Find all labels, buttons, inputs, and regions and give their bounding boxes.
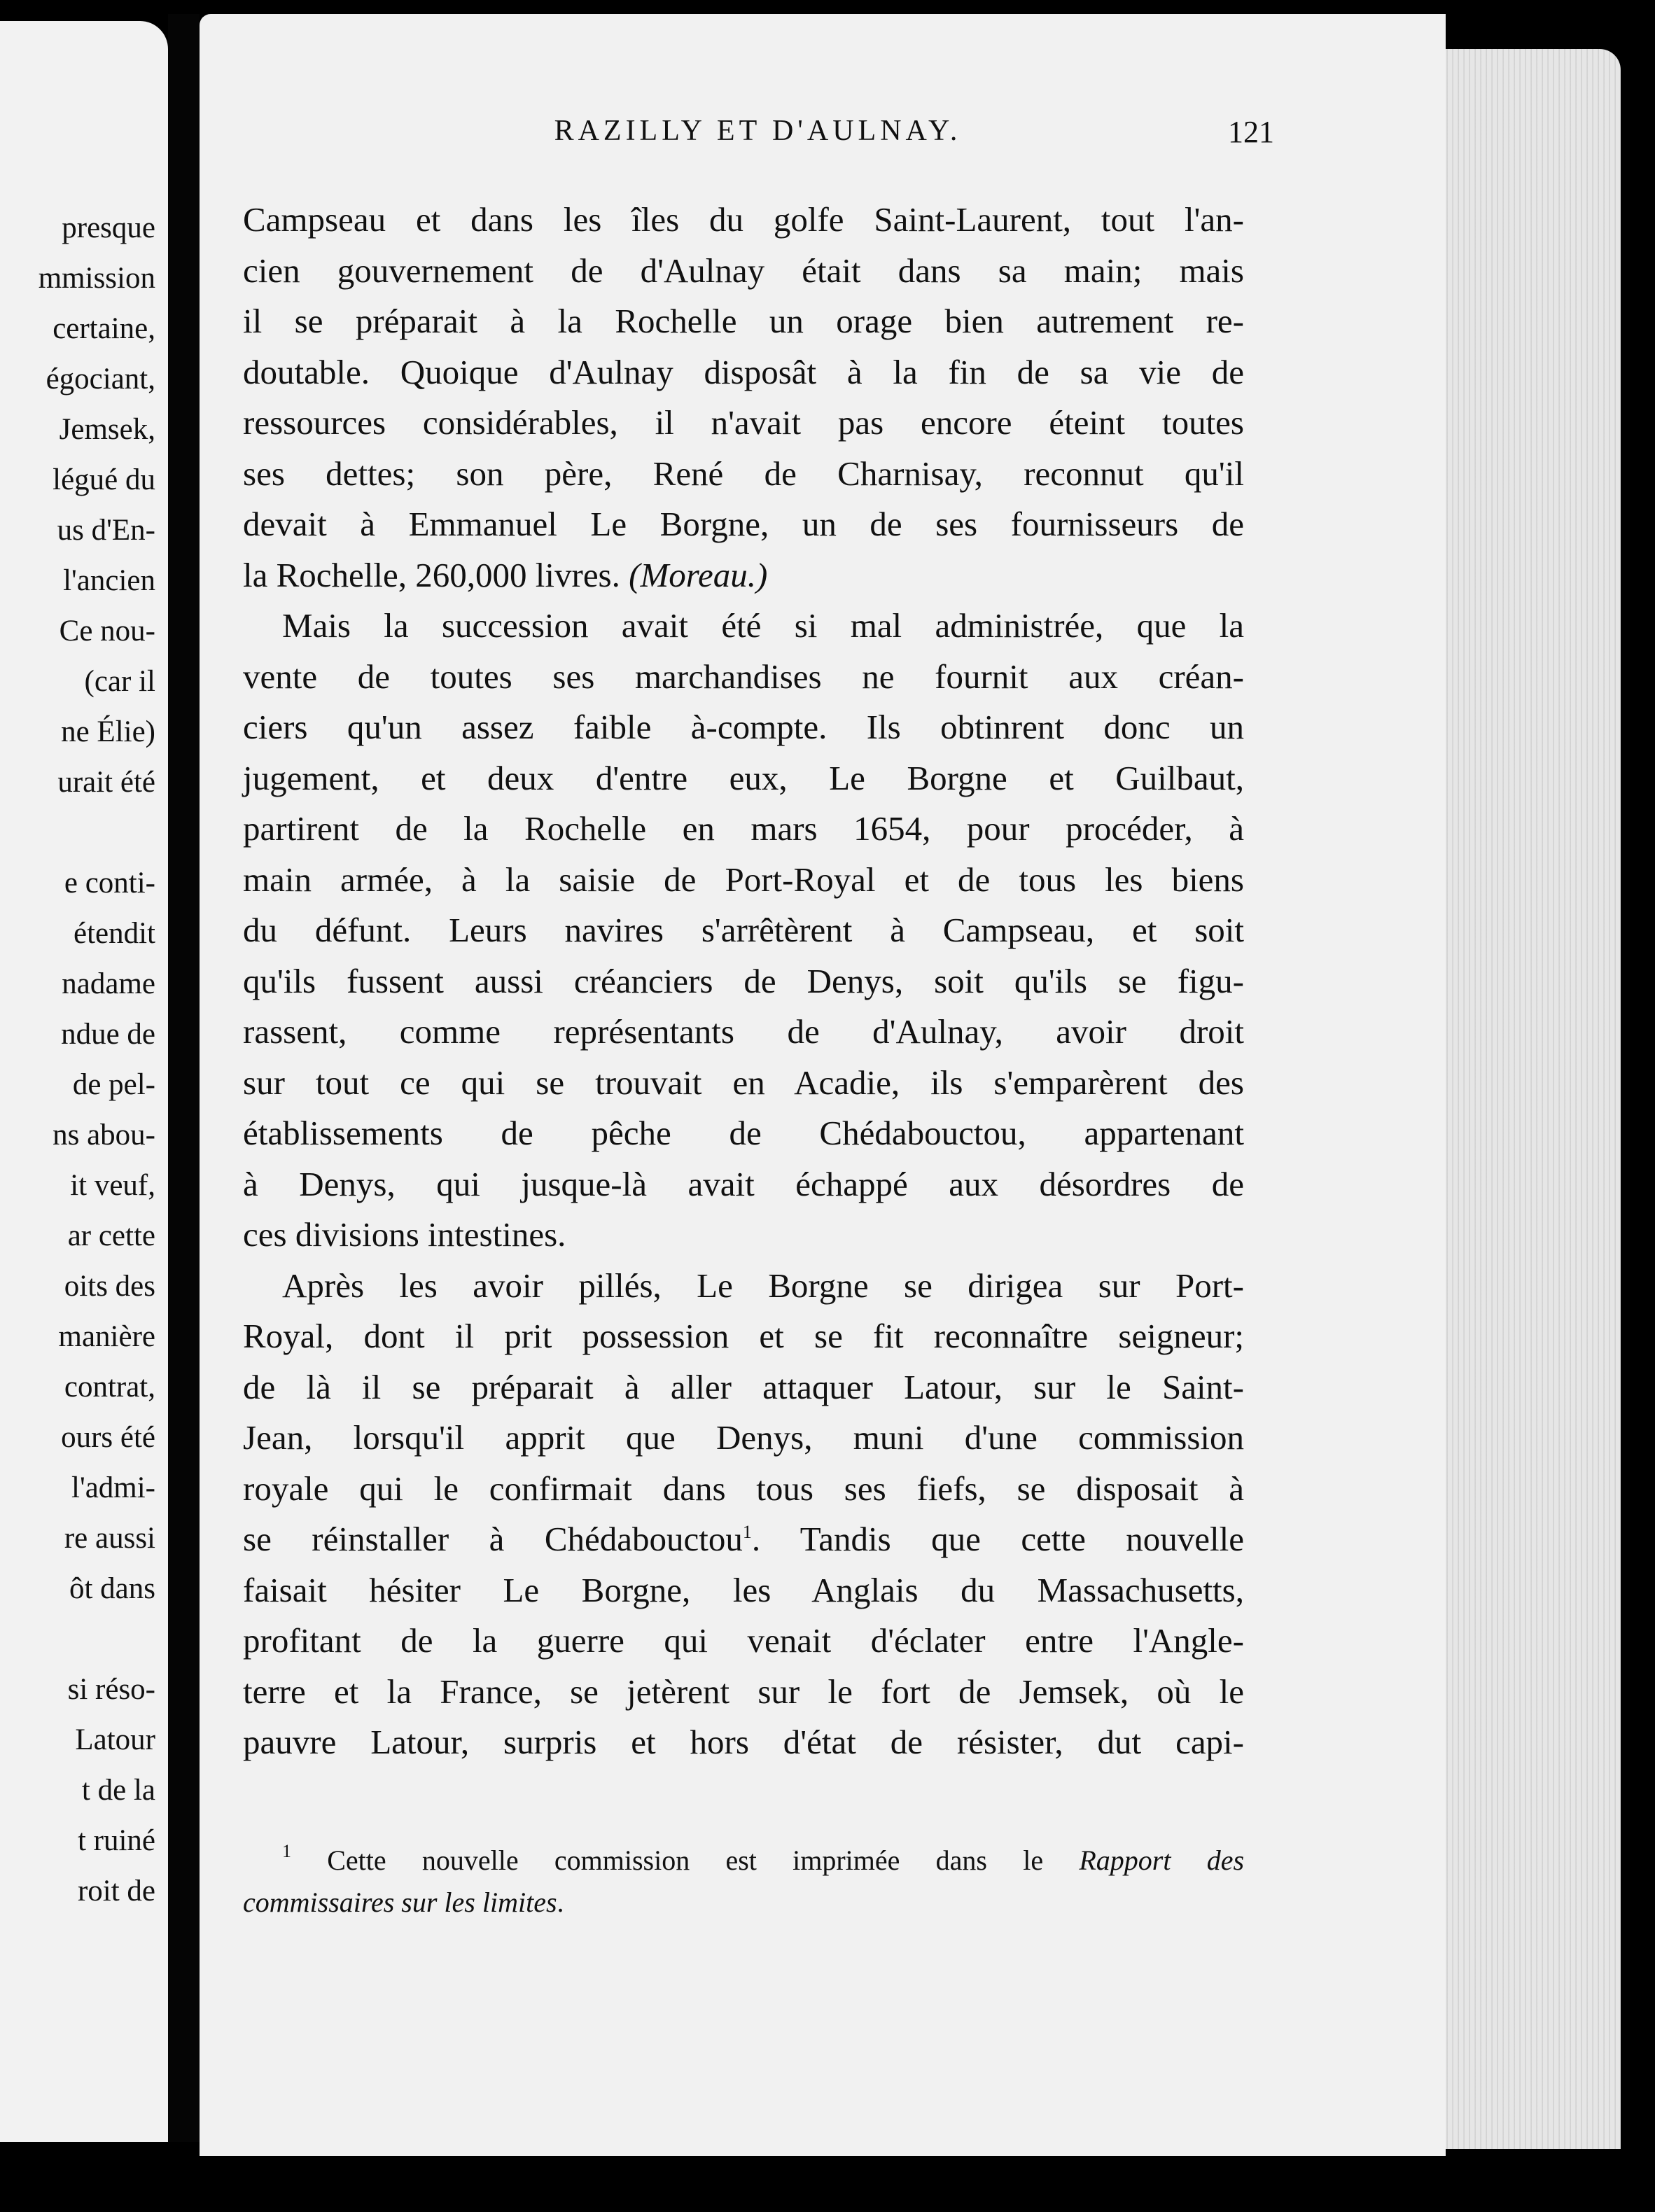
footnote-italic: Rapport des (1079, 1844, 1245, 1876)
italic-citation: (Moreau.) (629, 555, 768, 594)
body-text (243, 195, 1244, 1768)
text-line: doutable. Quoique d'Aulnay disposât à la fin de sa vie de (243, 352, 1244, 391)
text-line: il se préparait à la Rochelle un orage bien autrement re- (243, 302, 1244, 340)
left-page-line: légué du (53, 463, 155, 496)
footnote (243, 1840, 1244, 1924)
paragraph (243, 195, 1244, 601)
left-page-line: e conti- (64, 867, 155, 899)
text-line: partirent de la Rochelle en mars 1654, pour procéder, à (243, 809, 1244, 848)
left-page-text (0, 203, 155, 1917)
left-page-line: si réso- (67, 1673, 155, 1706)
text-line: vente de toutes ses marchandises ne fournit aux créan- (243, 657, 1244, 696)
text-line: pauvre Latour, surpris et hors d'état de résister, dut capi- (243, 1723, 1244, 1761)
left-page-line: t de la (81, 1774, 155, 1807)
left-page-line: mmission (38, 262, 155, 295)
left-page-line: Ce nou- (59, 615, 155, 648)
left-page-line: étendit (73, 917, 155, 950)
running-head: RAZILLY ET D'AULNAY. (554, 115, 962, 147)
left-page-line: ne Élie) (61, 715, 155, 748)
left-page-line: urait été (57, 766, 155, 799)
text-line: Royal, dont il prit possession et se fit reconnaître seigneur; (243, 1317, 1244, 1355)
page-edges (1432, 49, 1621, 2149)
left-page-line: l'admi- (71, 1471, 155, 1504)
text-fragment: se réinstaller à Chédabouctou (243, 1520, 743, 1558)
text-fragment: . Tandis que cette nouvelle (751, 1520, 1244, 1558)
text-line: faisait hésiter Le Borgne, les Anglais du Massachusetts, (243, 1570, 1244, 1609)
left-page-line: l'ancien (63, 564, 155, 597)
left-page-gap (0, 808, 155, 858)
footnote-reference[interactable]: 1 (742, 1522, 752, 1542)
text-line: Mais la succession avait été si mal administrée, que la (282, 606, 1244, 645)
footnote-end: . (557, 1886, 564, 1918)
text-line: profitant de la guerre qui venait d'éclater entre l'Angle- (243, 1621, 1244, 1660)
left-page-line: (car il (84, 665, 155, 698)
text-line: terre et la France, se jetèrent sur le fort de Jemsek, où le (243, 1672, 1244, 1711)
left-page-line: us d'En- (57, 514, 155, 547)
footnote-text: Cette nouvelle commission est imprimée dans le (327, 1844, 1044, 1876)
text-line: du défunt. Leurs navires s'arrêtèrent à Campseau, et soit (243, 911, 1244, 949)
left-page-line: it veuf, (70, 1169, 155, 1202)
text-fragment: la Rochelle, 260,000 livres. (243, 555, 620, 594)
text-line: à Denys, qui jusque-là avait échappé aux désordres de (243, 1164, 1244, 1203)
book-page (200, 14, 1446, 2156)
page-number: 121 (1228, 115, 1274, 149)
left-page-line: t ruiné (77, 1824, 155, 1857)
text-line: jugement, et deux d'entre eux, Le Borgne et Guilbaut, (243, 758, 1244, 797)
text-line: qu'ils fussent aussi créanciers de Denys, soit qu'ils se figu- (243, 961, 1244, 1000)
left-page-gap (0, 1614, 155, 1665)
left-page-line: Latour (75, 1723, 155, 1756)
left-page-line: ar cette (67, 1219, 155, 1252)
text-line: ces divisions intestines. (243, 1215, 566, 1254)
left-page-line: roit de (77, 1875, 155, 1907)
footnote-line (243, 1840, 1244, 1882)
footnote-line (243, 1882, 1244, 1924)
text-line: Campseau et dans les îles du golfe Saint-Laurent, tout l'an- (243, 200, 1244, 239)
left-page-line: presque (62, 211, 155, 244)
left-page-line: ndue de (61, 1018, 155, 1051)
footnote-marker: 1 (282, 1841, 291, 1861)
book-gutter (168, 14, 200, 2142)
paragraph (243, 601, 1244, 1261)
left-page-line: ns abou- (53, 1119, 155, 1152)
text-line: rassent, comme représentants de d'Aulnay, avoir droit (243, 1012, 1244, 1051)
left-facing-page (0, 21, 168, 2142)
left-page-line: oits des (64, 1270, 155, 1303)
paragraph (243, 1261, 1244, 1768)
left-page-line: Jemsek, (59, 413, 155, 446)
left-page-line: égociant, (46, 363, 155, 396)
text-line: de là il se préparait à aller attaquer Latour, sur le Saint- (243, 1367, 1244, 1406)
text-line (243, 1514, 1244, 1565)
text-line: établissements de pêche de Chédabouctou, appartenant (243, 1114, 1244, 1152)
text-line: ressources considérables, il n'avait pas encore éteint toutes (243, 403, 1244, 442)
text-line: Jean, lorsqu'il apprit que Denys, muni d'une commission (243, 1418, 1244, 1457)
left-page-line: de pel- (72, 1068, 155, 1101)
text-line: cien gouvernement de d'Aulnay était dans sa main; mais (243, 251, 1244, 290)
text-line: royale qui le confirmait dans tous ses fiefs, se disposait à (243, 1469, 1244, 1508)
left-page-line: certaine, (53, 312, 155, 345)
text-line: ses dettes; son père, René de Charnisay, reconnut qu'il (243, 454, 1244, 493)
left-page-line: ours été (61, 1421, 155, 1454)
left-page-line: manière (58, 1320, 155, 1353)
left-page-line: ôt dans (69, 1572, 155, 1605)
text-line: sur tout ce qui se trouvait en Acadie, ils s'emparèrent des (243, 1063, 1244, 1102)
left-page-line: nadame (62, 967, 155, 1000)
left-page-line: contrat, (64, 1371, 155, 1404)
page-header (242, 114, 1274, 156)
text-line: ciers qu'un assez faible à-compte. Ils obtinrent donc un (243, 708, 1244, 746)
text-line (243, 550, 1244, 601)
text-line: Après les avoir pillés, Le Borgne se dirigea sur Port- (282, 1266, 1244, 1305)
footnote-italic: commissaires sur les limites (243, 1886, 557, 1918)
left-page-line: re aussi (64, 1522, 155, 1555)
text-line: devait à Emmanuel Le Borgne, un de ses fournisseurs de (243, 505, 1244, 543)
text-line: main armée, à la saisie de Port-Royal et de tous les biens (243, 860, 1244, 899)
